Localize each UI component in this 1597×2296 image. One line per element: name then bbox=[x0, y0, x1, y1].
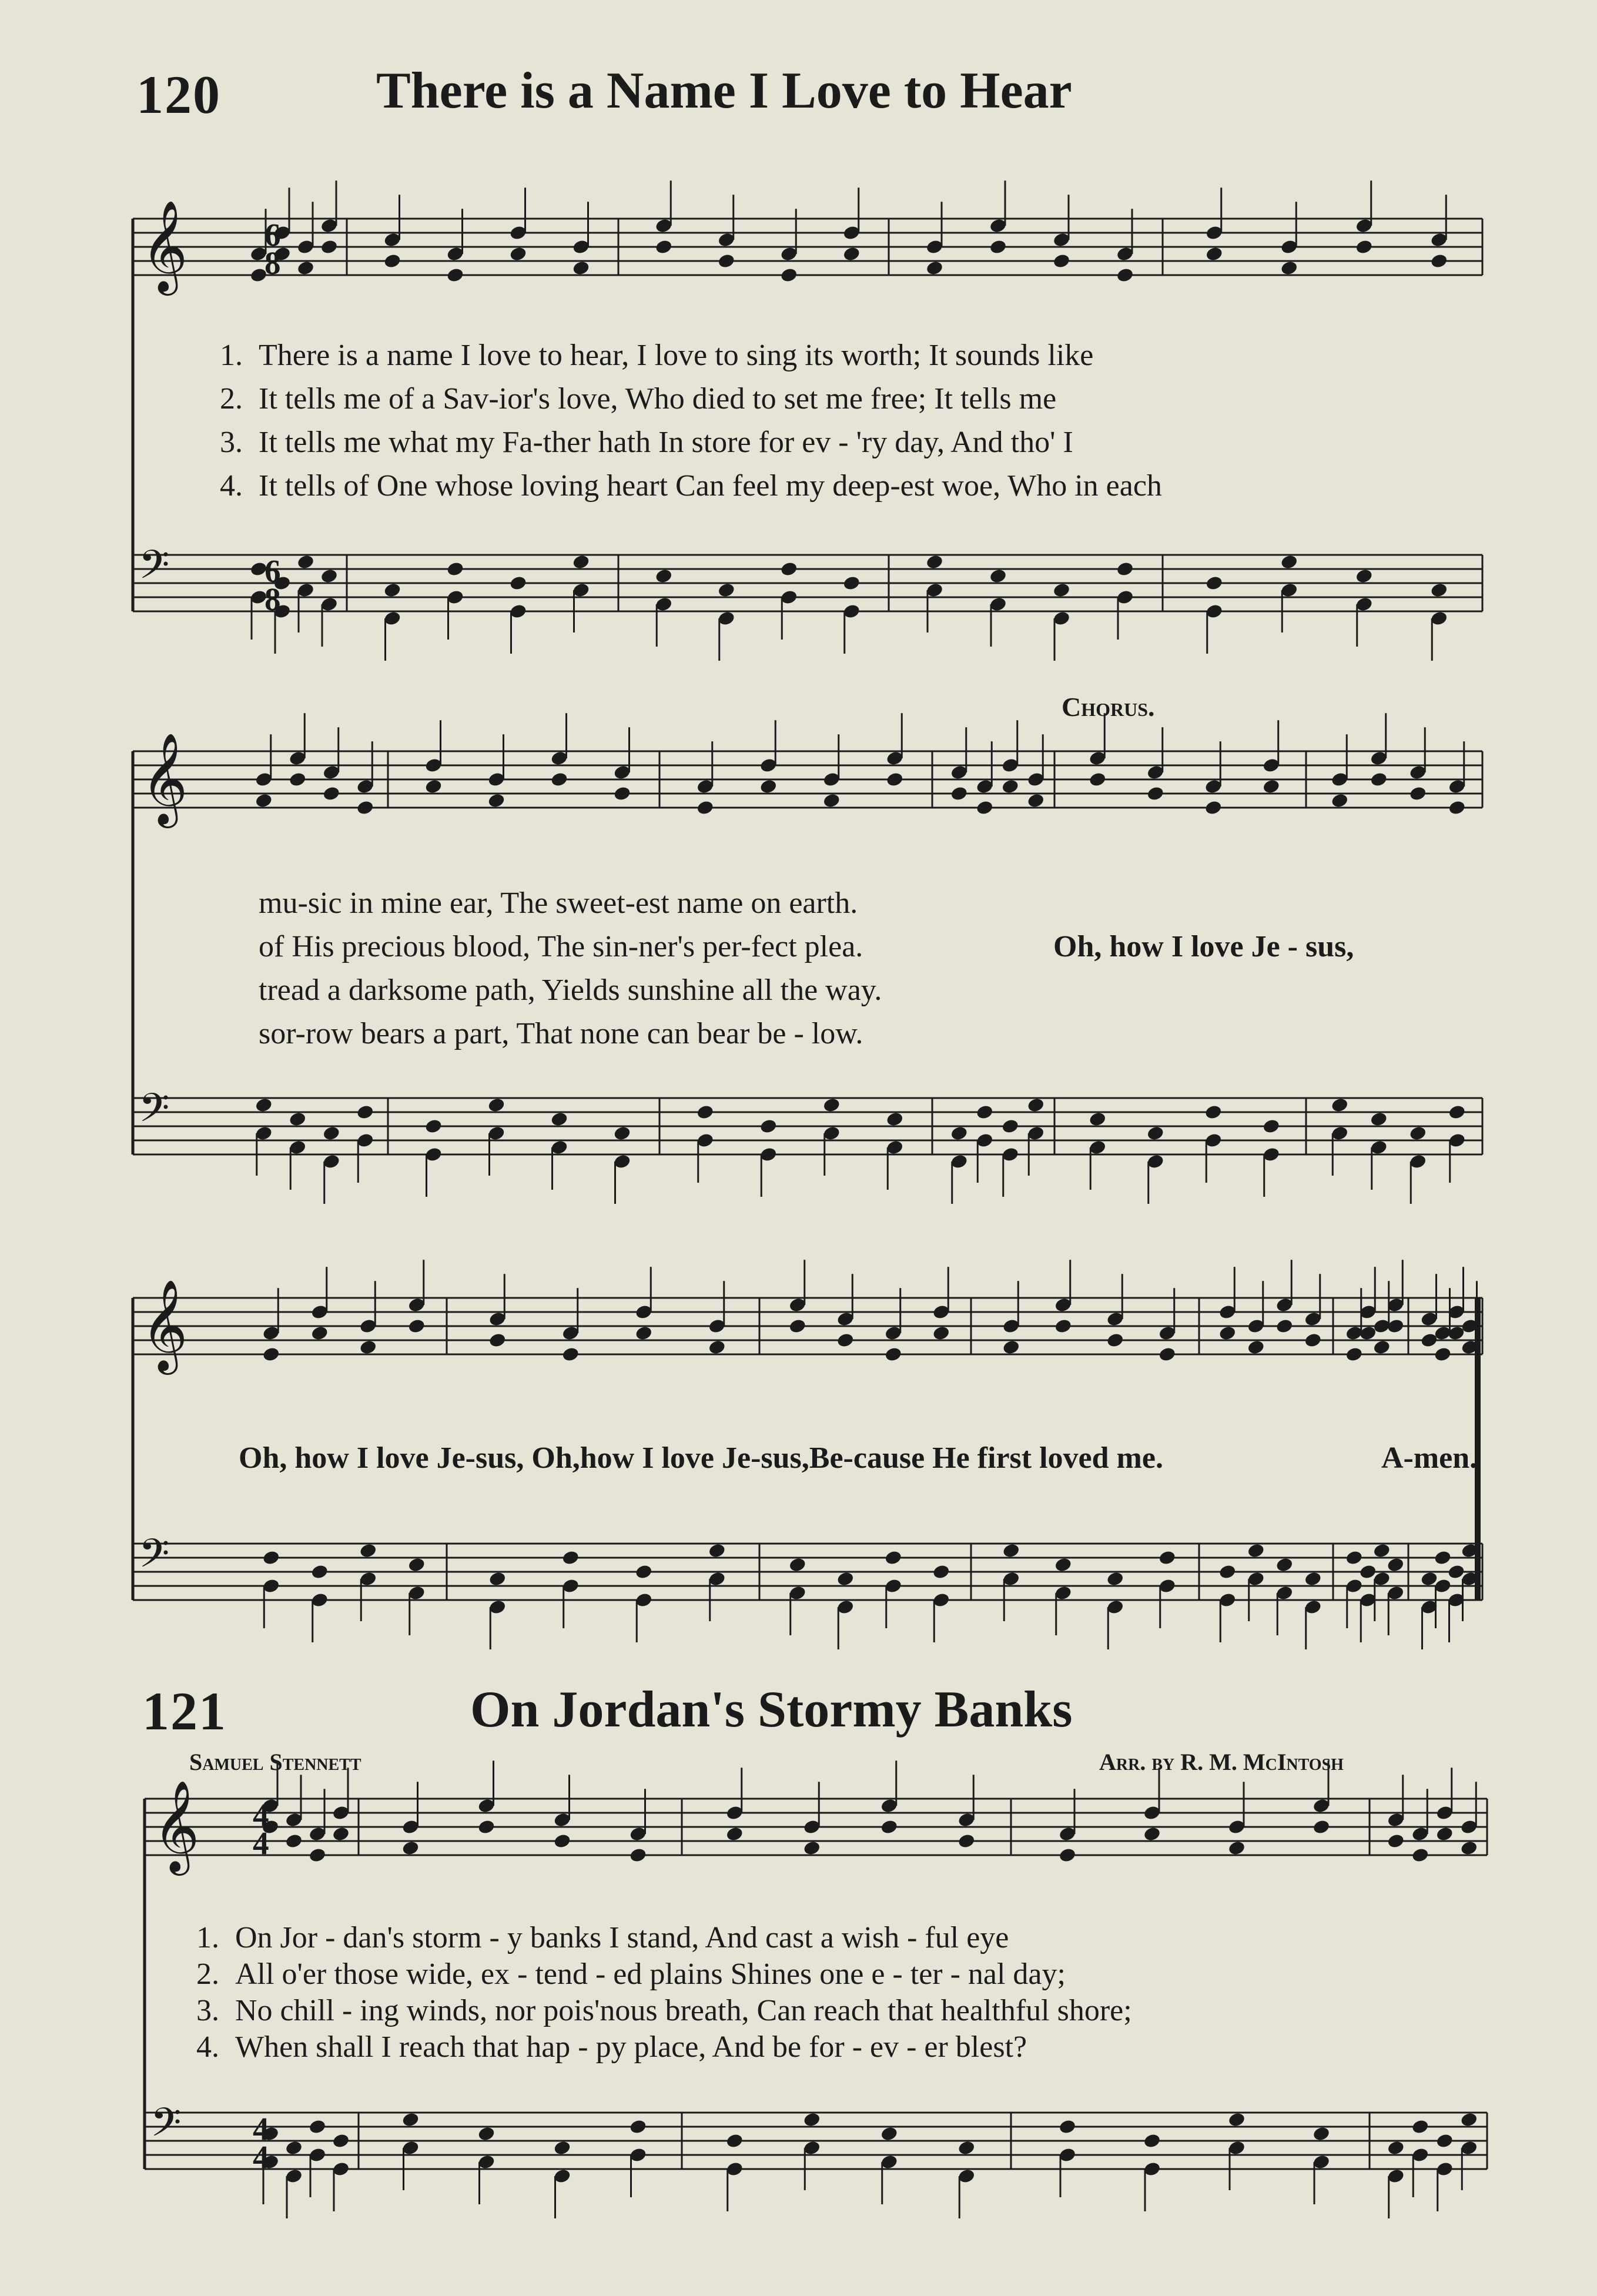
verse-1-cont: mu-sic in mine ear, The sweet-est name on earth. bbox=[259, 886, 858, 920]
note-head bbox=[509, 246, 527, 262]
note-head bbox=[880, 2126, 898, 2142]
note-head bbox=[1280, 554, 1298, 570]
note-head bbox=[1430, 582, 1448, 598]
amen-lyric: A-men. bbox=[1381, 1441, 1478, 1475]
note-head bbox=[957, 2140, 976, 2156]
note-head bbox=[884, 1346, 902, 1363]
note-head bbox=[488, 1332, 507, 1348]
verse-number: 2. bbox=[196, 1957, 219, 1991]
note-head bbox=[932, 1325, 950, 1341]
note-head bbox=[310, 1564, 329, 1580]
bass-clef-icon: 𝄢 bbox=[139, 541, 170, 598]
note-head bbox=[322, 1125, 340, 1142]
note-head bbox=[788, 1557, 806, 1573]
time-signature-numerator: 6 bbox=[265, 553, 281, 589]
note-head bbox=[1052, 582, 1070, 598]
note-head bbox=[553, 1833, 571, 1849]
note-head bbox=[886, 771, 904, 788]
note-head bbox=[487, 792, 505, 809]
note-head bbox=[1372, 1542, 1391, 1559]
note-head bbox=[635, 1325, 653, 1341]
lyric-text: When shall I reach that hap - py place, And be for - ev - er blest? bbox=[235, 2030, 1027, 2064]
note-head bbox=[1280, 260, 1298, 276]
note-head bbox=[1435, 1826, 1454, 1842]
note-head bbox=[717, 582, 735, 598]
note-head bbox=[561, 1346, 580, 1363]
note-head bbox=[1205, 246, 1223, 262]
note-head bbox=[1304, 1332, 1322, 1348]
verse-number: 1. bbox=[220, 339, 243, 372]
note-head bbox=[1027, 1097, 1045, 1113]
time-signature-denominator: 8 bbox=[265, 245, 281, 281]
bass-clef-icon: 𝄢 bbox=[139, 1530, 170, 1587]
note-head bbox=[1089, 771, 1107, 788]
treble-clef-icon: 𝄞 bbox=[141, 1278, 188, 1371]
note-head bbox=[1002, 1339, 1020, 1355]
note-head bbox=[424, 1118, 443, 1134]
note-head bbox=[296, 554, 314, 570]
note-head bbox=[803, 2111, 821, 2128]
note-head bbox=[629, 1847, 647, 1863]
note-head bbox=[1447, 1564, 1465, 1580]
note-head bbox=[1106, 1571, 1124, 1587]
note-head bbox=[1331, 1097, 1349, 1113]
author-credit: Samuel Stennett bbox=[189, 1749, 361, 1775]
treble-clef-icon: 𝄞 bbox=[153, 1779, 200, 1872]
verse-number: 2. bbox=[220, 382, 243, 416]
note-head bbox=[1387, 1833, 1405, 1849]
note-head bbox=[1370, 1111, 1388, 1127]
note-head bbox=[1275, 1557, 1294, 1573]
note-head bbox=[424, 778, 443, 795]
note-head bbox=[613, 785, 631, 802]
lyric-text: No chill - ing winds, nor pois'nous breath, Can reach that healthful shore; bbox=[235, 1994, 1132, 2027]
note-head bbox=[1146, 785, 1164, 802]
lyric-text: It tells of One whose loving heart Can feel my deep-est woe, Who in each bbox=[259, 469, 1162, 503]
lyric-text: All o'er those wide, ex - tend - ed plains Shines one e - ter - nal day; bbox=[235, 1957, 1066, 1991]
note-head bbox=[822, 792, 841, 809]
note-head bbox=[359, 1542, 377, 1559]
note-head bbox=[509, 575, 527, 591]
note-head bbox=[1227, 2111, 1246, 2128]
note-head bbox=[383, 253, 401, 269]
note-head bbox=[1227, 1840, 1246, 1856]
note-head bbox=[950, 1125, 968, 1142]
note-head bbox=[383, 582, 401, 598]
chorus-lyric-1: Oh, how I love Je - sus, bbox=[1053, 930, 1354, 963]
time-signature-denominator: 4 bbox=[253, 2139, 269, 2175]
note-head bbox=[1409, 785, 1427, 802]
note-head bbox=[332, 2133, 350, 2149]
note-head bbox=[1434, 1346, 1452, 1363]
note-head bbox=[1218, 1325, 1237, 1341]
note-head bbox=[836, 1332, 855, 1348]
note-head bbox=[550, 1111, 568, 1127]
note-head bbox=[1430, 253, 1448, 269]
note-head bbox=[284, 2140, 303, 2156]
hymn-title: There is a Name I Love to Hear bbox=[376, 62, 1072, 119]
note-head bbox=[401, 1840, 420, 1856]
verse-number: 3. bbox=[196, 1994, 219, 2027]
note-head bbox=[708, 1542, 726, 1559]
note-head bbox=[1002, 1542, 1020, 1559]
note-head bbox=[1116, 561, 1134, 577]
note-head bbox=[976, 799, 994, 816]
note-head bbox=[407, 1557, 426, 1573]
note-head bbox=[1409, 1125, 1427, 1142]
time-signature-numerator: 4 bbox=[253, 1797, 269, 1833]
note-head bbox=[296, 260, 314, 276]
note-head bbox=[284, 1833, 303, 1849]
note-head bbox=[1262, 1118, 1280, 1134]
lyric-text: It tells me what my Fa-ther hath In store for ev - 'ry day, And tho' I bbox=[259, 426, 1073, 459]
bass-clef-icon: 𝄢 bbox=[150, 2099, 182, 2156]
note-head bbox=[446, 267, 464, 283]
note-head bbox=[1054, 1557, 1072, 1573]
note-head bbox=[1001, 778, 1019, 795]
note-head bbox=[356, 1104, 374, 1120]
note-head bbox=[1262, 778, 1280, 795]
note-head bbox=[1143, 1826, 1161, 1842]
verse-number: 4. bbox=[196, 2030, 219, 2064]
note-head bbox=[1420, 1571, 1438, 1587]
note-head bbox=[1204, 1104, 1223, 1120]
time-signature-denominator: 4 bbox=[253, 1825, 269, 1861]
note-head bbox=[407, 1318, 426, 1334]
note-head bbox=[1359, 1564, 1377, 1580]
note-head bbox=[401, 2111, 420, 2128]
note-head bbox=[759, 1118, 778, 1134]
note-head bbox=[780, 267, 798, 283]
note-head bbox=[717, 253, 735, 269]
note-head bbox=[477, 2126, 495, 2142]
hymn-number: 120 bbox=[136, 65, 221, 125]
verse-4-cont: sor-row bears a part, That none can bear be - low. bbox=[259, 1017, 863, 1050]
note-head bbox=[1434, 1549, 1452, 1566]
note-head bbox=[1089, 1111, 1107, 1127]
note-head bbox=[1460, 2111, 1478, 2128]
note-head bbox=[332, 1826, 350, 1842]
time-signature-numerator: 6 bbox=[265, 217, 281, 253]
note-head bbox=[322, 785, 340, 802]
note-head bbox=[635, 1564, 653, 1580]
note-head bbox=[886, 1111, 904, 1127]
note-head bbox=[1411, 1847, 1429, 1863]
note-head bbox=[759, 778, 778, 795]
note-head bbox=[1435, 2133, 1454, 2149]
lyric-text: On Jor - dan's storm - y banks I stand, And cast a wish - ful eye bbox=[235, 1921, 1009, 1954]
note-head bbox=[629, 2118, 647, 2135]
note-head bbox=[1345, 1549, 1363, 1566]
note-head bbox=[356, 799, 374, 816]
note-head bbox=[950, 785, 968, 802]
note-head bbox=[842, 575, 861, 591]
note-head bbox=[487, 1097, 505, 1113]
verse-number: 3. bbox=[220, 426, 243, 459]
note-head bbox=[1370, 771, 1388, 788]
note-head bbox=[925, 260, 943, 276]
note-head bbox=[696, 1104, 714, 1120]
note-head bbox=[1052, 253, 1070, 269]
note-head bbox=[1355, 568, 1373, 584]
note-head bbox=[320, 568, 338, 584]
note-head bbox=[803, 1840, 821, 1856]
note-head bbox=[957, 1833, 976, 1849]
note-head bbox=[446, 561, 464, 577]
note-head bbox=[488, 1571, 507, 1587]
note-head bbox=[1331, 792, 1349, 809]
note-head bbox=[780, 561, 798, 577]
verse-3-cont: tread a darksome path, Yields sunshine all the way. bbox=[259, 973, 882, 1007]
note-head bbox=[262, 1346, 280, 1363]
note-head bbox=[1312, 2126, 1330, 2142]
note-head bbox=[822, 1097, 841, 1113]
note-head bbox=[320, 239, 338, 255]
lyric-text: There is a name I love to hear, I love to sing its worth; It sounds like bbox=[259, 339, 1094, 372]
note-head bbox=[553, 2140, 571, 2156]
note-head bbox=[255, 1097, 273, 1113]
note-head bbox=[655, 239, 673, 255]
note-head bbox=[932, 1564, 950, 1580]
note-head bbox=[255, 792, 273, 809]
note-head bbox=[1448, 1104, 1466, 1120]
note-head bbox=[925, 554, 943, 570]
chorus-label: Chorus. bbox=[1062, 692, 1155, 722]
note-head bbox=[289, 771, 307, 788]
note-head bbox=[1158, 1549, 1176, 1566]
note-head bbox=[1058, 1847, 1076, 1863]
treble-clef-icon: 𝄞 bbox=[141, 732, 188, 824]
note-head bbox=[884, 1549, 902, 1566]
note-head bbox=[1116, 267, 1134, 283]
note-head bbox=[1312, 1819, 1330, 1835]
time-signature-numerator: 4 bbox=[253, 2111, 269, 2147]
note-head bbox=[1205, 575, 1223, 591]
note-head bbox=[308, 1847, 326, 1863]
note-head bbox=[308, 2118, 326, 2135]
note-head bbox=[477, 1819, 495, 1835]
verse-2-cont: of His precious blood, The sin-ner's per-fect plea. bbox=[259, 930, 863, 963]
note-head bbox=[1387, 1557, 1405, 1573]
note-head bbox=[1106, 1332, 1124, 1348]
note-head bbox=[1355, 239, 1373, 255]
arranger-credit: Arr. by R. M. McIntosh bbox=[1099, 1749, 1344, 1775]
note-head bbox=[655, 568, 673, 584]
note-head bbox=[572, 260, 590, 276]
note-head bbox=[1218, 1564, 1237, 1580]
note-head bbox=[1027, 792, 1045, 809]
note-head bbox=[359, 1339, 377, 1355]
note-head bbox=[1001, 1118, 1019, 1134]
note-head bbox=[836, 1571, 855, 1587]
note-head bbox=[989, 568, 1007, 584]
note-head bbox=[1158, 1346, 1176, 1363]
note-head bbox=[613, 1125, 631, 1142]
note-head bbox=[1372, 1339, 1391, 1355]
note-head bbox=[725, 2133, 744, 2149]
note-head bbox=[1146, 1125, 1164, 1142]
note-head bbox=[1448, 799, 1466, 816]
lyric-text: It tells me of a Sav-ior's love, Who died to set me free; It tells me bbox=[259, 382, 1057, 416]
note-head bbox=[1058, 2118, 1076, 2135]
time-signature-denominator: 8 bbox=[265, 581, 281, 617]
note-head bbox=[989, 239, 1007, 255]
note-head bbox=[708, 1339, 726, 1355]
treble-clef-icon: 𝄞 bbox=[141, 199, 188, 292]
note-head bbox=[1387, 2140, 1405, 2156]
note-head bbox=[1460, 1840, 1478, 1856]
chorus-lyric-2: Oh, how I love Je-sus, Oh,how I love Je-sus,Be-cause He first loved me. bbox=[239, 1441, 1163, 1475]
note-head bbox=[842, 246, 861, 262]
note-head bbox=[1304, 1571, 1322, 1587]
hymn-title: On Jordan's Stormy Banks bbox=[470, 1681, 1073, 1738]
note-head bbox=[1411, 2118, 1429, 2135]
bass-clef-icon: 𝄢 bbox=[139, 1085, 170, 1141]
note-head bbox=[696, 799, 714, 816]
note-head bbox=[1247, 1339, 1265, 1355]
verse-number: 1. bbox=[196, 1921, 219, 1954]
note-head bbox=[788, 1318, 806, 1334]
note-head bbox=[561, 1549, 580, 1566]
note-head bbox=[1247, 1542, 1265, 1559]
note-head bbox=[1275, 1318, 1294, 1334]
note-head bbox=[1345, 1346, 1363, 1363]
note-head bbox=[1204, 799, 1223, 816]
note-head bbox=[880, 1819, 898, 1835]
hymn-number: 121 bbox=[142, 1681, 227, 1741]
note-head bbox=[289, 1111, 307, 1127]
note-head bbox=[310, 1325, 329, 1341]
note-head bbox=[976, 1104, 994, 1120]
verse-number: 4. bbox=[220, 469, 243, 503]
note-head bbox=[1054, 1318, 1072, 1334]
note-head bbox=[262, 1549, 280, 1566]
note-head bbox=[1143, 2133, 1161, 2149]
note-head bbox=[572, 554, 590, 570]
note-head bbox=[550, 771, 568, 788]
note-head bbox=[725, 1826, 744, 1842]
